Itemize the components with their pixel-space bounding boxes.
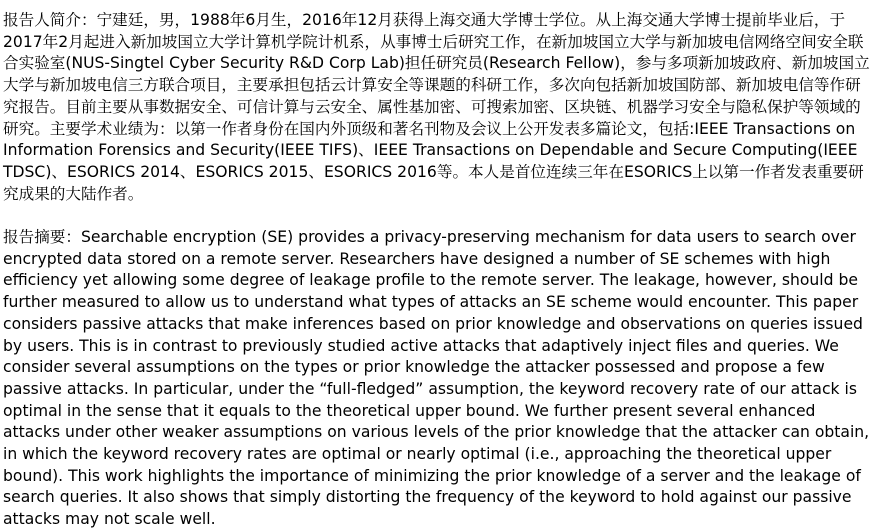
talk-abstract bbox=[3, 227, 874, 531]
talk-abstract-text: Searchable encryption (SE) provides a privacy-preserving mechanism for data users to search over encrypted data stored on a remote server. Researchers have designed a number of SE schemes with high efficiency yet allowing some degree of leakage profile to the remote server. The leakage, however, should be further measured to allow us to understand what types of attacks an SE scheme would encounter. This paper considers passive attacks that make inferences based on prior knowledge and observations on queries issued by users. This is in contrast to previously studied active attacks that adaptively inject files and queries. We consider several assumptions on the types or prior knowledge the attacker possessed and propose a few passive attacks. In particular, under the “full-fledged” assumption, the keyword recovery rate of our attack is optimal in the sense that it equals to the theoretical upper bound. We further present several enhanced attacks under other weaker assumptions on various levels of the prior knowledge that the attacker can obtain, in which the keyword recovery rates are optimal or nearly optimal (i.e., approaching the theoretical upper bound). This work highlights the importance of minimizing the prior knowledge of a server and the leakage of search queries. It also shows that simply distorting the frequency of the keyword to hold against our passive attacks may not scale well. bbox=[3, 228, 870, 529]
speaker-bio-text: 宁建廷，男，1988年6月生，2016年12月获得上海交通大学博士学位。从上海交通大学博士提前毕业后，于2017年2月起进入新加坡国立大学计算机学院计机系，从事博士后研究工作，在新加坡国立大学与新加坡电信网络空间安全联合实验室(NUS-Singtel Cyber Security R&D Corp Lab)担任研究员(Research Fellow)，参与多项新加坡政府、新加坡国立大学与新加坡电信三方联合项目，主要承担包括云计算安全等课题的科研工作，多次向包括新加坡国防部、新加坡电信等作研究报告。目前主要从事数据安全、可信计算与云安全、属性基加密、可搜索加密、区块链、机器学习安全与隐私保护等领域的研究。主要学术业绩为：以第一作者身份在国内外顶级和著名刊物及会议上公开发表多篇论文，包括:IEEE Transactions on Information Forensics and Security(IEEE TIFS)、IEEE Transactions on Dependable and Secure Computing(IEEE TDSC)、ESORICS 2014、ESORICS 2015、ESORICS 2016等。本人是首位连续三年在ESORICS上以第一作者发表重要研究成果的大陆作者。 bbox=[3, 11, 870, 203]
speaker-bio-label: 报告人简介： bbox=[3, 11, 97, 29]
paragraph-gap bbox=[3, 205, 874, 227]
speaker-bio bbox=[3, 10, 874, 205]
talk-abstract-label: 报告摘要： bbox=[3, 228, 81, 247]
